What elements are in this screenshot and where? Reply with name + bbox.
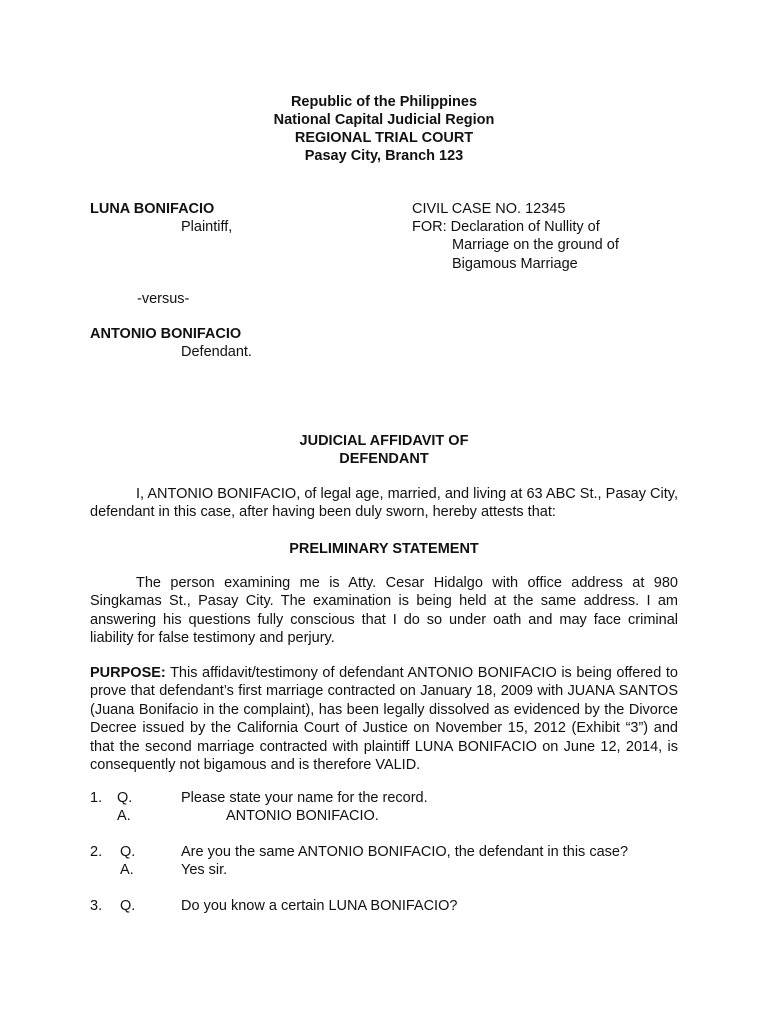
qa-answer-2: Yes sir. — [181, 862, 228, 878]
qa-number-1: 1. — [90, 790, 103, 806]
document-title-line-2: DEFENDANT — [339, 451, 429, 467]
qa-question-2: Are you the same ANTONIO BONIFACIO, the defendant in this case? — [181, 844, 629, 860]
qa-answer-label-1: A. — [117, 808, 131, 824]
case-for-line-3: Bigamous Marriage — [452, 256, 578, 272]
intro-paragraph: I, ANTONIO BONIFACIO, of legal age, married, and living at 63 ABC St., Pasay City, defendant in this case, after having been duly sworn, hereby attests that: — [90, 486, 678, 521]
purpose-paragraph — [90, 664, 678, 774]
plaintiff-name: LUNA BONIFACIO — [90, 201, 215, 217]
case-for-line-2: Marriage on the ground of — [452, 237, 619, 253]
qa-question-label-1: Q. — [117, 790, 133, 806]
qa-question-3: Do you know a certain LUNA BONIFACIO? — [181, 898, 458, 914]
header-branch: Pasay City, Branch 123 — [304, 148, 464, 164]
purpose-label: PURPOSE: — [90, 665, 166, 681]
qa-number-3: 3. — [90, 898, 103, 914]
qa-question-label-2: Q. — [120, 844, 136, 860]
defendant-name: ANTONIO BONIFACIO — [90, 326, 242, 342]
header-court: REGIONAL TRIAL COURT — [294, 130, 474, 146]
defendant-role: Defendant. — [181, 344, 252, 360]
qa-answer-1: ANTONIO BONIFACIO. — [226, 808, 379, 824]
case-number: CIVIL CASE NO. 12345 — [412, 201, 566, 217]
purpose-text: This affidavit/testimony of defendant ANTONIO BONIFACIO is being offered to prove that defendant’s first marriage contracted on January 18, 2009 with JUANA SANTOS (Juana Bonifacio in the complaint), has been legally dissolved as evidenced by the Divorce Decree issued by the California Court of Justice on November 15, 2012 (Exhibit “3”) and that the second marriage contracted with plaintiff LUNA BONIFACIO on June 12, 2014, is consequently not bigamous and is therefore VALID. — [90, 665, 678, 774]
qa-question-1: Please state your name for the record. — [181, 790, 428, 806]
preliminary-paragraph: The person examining me is Atty. Cesar Hidalgo with office address at 980 Singkamas St., Pasay City. The examination is being held at the same address. I am answering his questions fully conscious that I do so under oath and may face criminal liability for false testimony and perjury. — [90, 575, 678, 647]
qa-answer-label-2: A. — [120, 862, 134, 878]
preliminary-heading: PRELIMINARY STATEMENT — [289, 541, 479, 557]
case-for-line-1: FOR: Declaration of Nullity of — [412, 219, 600, 235]
qa-number-2: 2. — [90, 844, 103, 860]
qa-question-label-3: Q. — [120, 898, 136, 914]
header-republic: Republic of the Philippines — [290, 94, 478, 110]
versus-label: -versus- — [137, 291, 190, 307]
header-region: National Capital Judicial Region — [273, 112, 495, 128]
document-title-line-1: JUDICIAL AFFIDAVIT OF — [299, 433, 469, 449]
plaintiff-role: Plaintiff, — [181, 219, 233, 235]
